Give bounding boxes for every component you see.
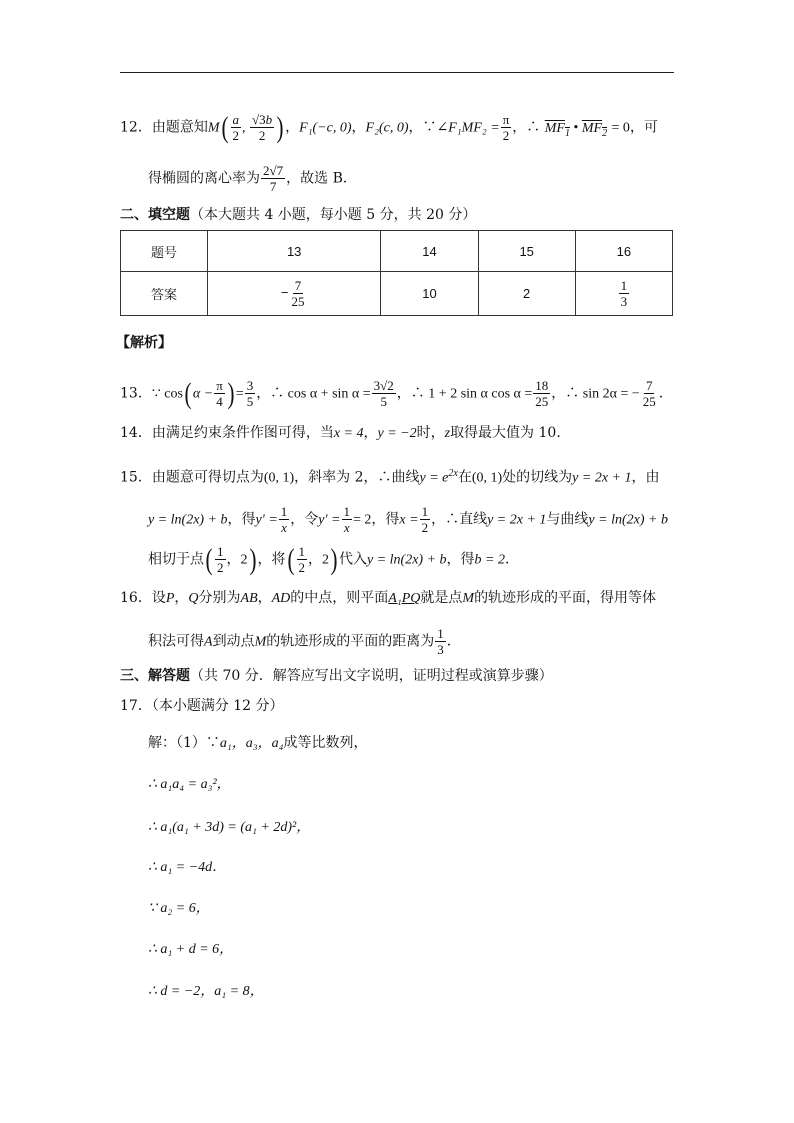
- q16-line-1: 16．设P，Q分别为AB，AD的中点，则平面A₁PQ就是点M的轨迹形成的平面，得用等体: [120, 590, 657, 606]
- q16-line-2: 积法可得A到动点M的轨迹形成的平面的距离为 $\frac{1}{3}$ ．: [148, 626, 461, 657]
- q13-line: 13．∵ cos( α − $\frac{\pi}{4}$ ) = $\frac{3}{5}$ ，∴ cos α + sin α = $\frac{3√2}{5}$ ，∴ 1 + 2 sin α cos α = $\frac{18}{25}$ ，∴ sin 2α = − $\frac{7}{25}$ ．: [120, 376, 673, 410]
- header-rule: [120, 72, 674, 73]
- analysis-heading: 【解析】: [116, 335, 172, 351]
- q15-line-2: y = ln(2x) + b，得y′ = $\frac{1}{x}$ ，令y′ = $\frac{1}{x}$ = 2，得x = $\frac{1}{2}$ ，∴直线y = 2x + 1与曲线y = ln(2x) + b: [148, 504, 668, 535]
- q17-step: ∴ a₁a₄ = a₃²，: [148, 777, 231, 792]
- q17-step: ∴ a₁ = −4d．: [148, 860, 227, 875]
- q12-line-1: 12．由题意知M( $\frac{a}{2}$ , $\frac{√3b}{2}$ ) ，F₁(−c, 0)，F₂(c, 0)，∵∠F₁MF₂ = $\frac{\pi}{2}$ ，∴ $MF_1$ • $MF_2 = 0$，可: [120, 110, 658, 144]
- q17-step: ∵ a₂ = 6，: [148, 901, 210, 916]
- answer-table: [120, 230, 673, 316]
- section3-heading: 三、解答题（共 70 分．解答应写出文字说明，证明过程或演算步骤）: [120, 668, 553, 684]
- q15-line-3: 相切于点( $\frac{1}{2}$ ，2) ，将( $\frac{1}{2}$ ，2) 代入y = ln(2x) + b，得b = 2．: [148, 542, 519, 576]
- q17-step: ∴ a₁ + d = 6，: [148, 942, 234, 957]
- table-row: 答案 − $\frac{7}{25}$ 10 2 $\frac{1}{3}$: [121, 272, 673, 316]
- q17-heading: 17．（本小题满分 12 分）: [120, 698, 284, 714]
- section2-heading: 二、填空题（本大题共 4 小题，每小题 5 分，共 20 分）: [120, 207, 477, 223]
- q17-step: 解：（1）∵a₁，a₃，a₄成等比数列，: [148, 735, 368, 751]
- q12-line-2: 得椭圆的离心率为 $\frac{2√7}{7}$ ，故选 B．: [148, 163, 357, 194]
- table-row: 题号 13 14 15 16: [121, 231, 673, 272]
- q17-step: ∴ a₁(a₁ + 3d) = (a₁ + 2d)²，: [148, 820, 311, 835]
- q15-line-1: 15．由题意可得切点为(0, 1)，斜率为 2，∴曲线$y = e^{2x}$在(0, 1)处的切线为y = 2x + 1，由: [120, 468, 660, 486]
- q14-line: 14．由满足约束条件作图可得，当x = 4，y = −2时，z取得最大值为 10．: [120, 425, 571, 441]
- q17-step: ∴ d = −2，a₁ = 8，: [148, 984, 264, 999]
